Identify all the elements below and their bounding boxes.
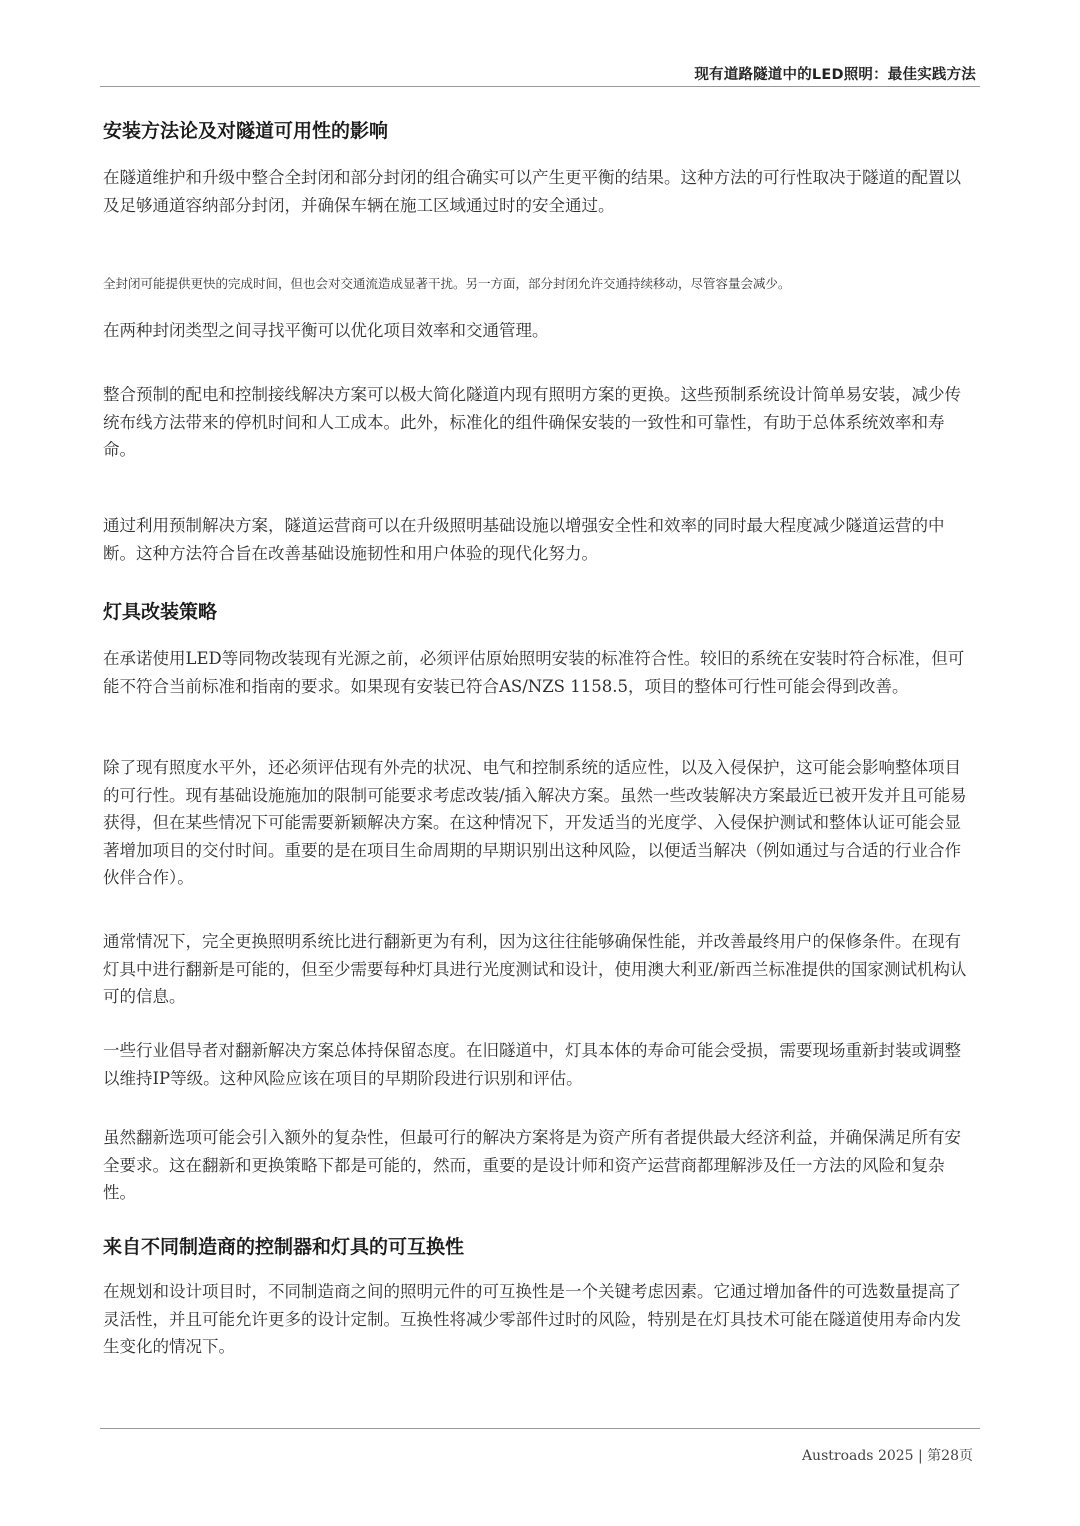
running-header-title: 现有道路隧道中的LED照明：最佳实践方法 xyxy=(694,67,976,83)
paragraph: 在隧道维护和升级中整合全封闭和部分封闭的组合确实可以产生更平衡的结果。这种方法的可行性取决于隧道的配置以及足够通道容纳部分封闭，并确保车辆在施工区域通过时的安全通过。 xyxy=(103,168,961,215)
footer-page-info: Austroads 2025 | 第28页 xyxy=(801,1448,973,1464)
section-heading-installation: 安装方法论及对隧道可用性的影响 xyxy=(103,120,389,142)
paragraph: 虽然翻新选项可能会引入额外的复杂性，但最可行的解决方案将是为资产所有者提供最大经济利益，并确保满足所有安全要求。这在翻新和更换策略下都是可能的，然而，重要的是设计师和资产运营商都理解涉及任一方法的风险和复杂性。 xyxy=(103,1128,961,1202)
footer-divider xyxy=(100,1428,980,1429)
paragraph: 在两种封闭类型之间寻找平衡可以优化项目效率和交通管理。 xyxy=(103,321,549,340)
paragraph-small: 全封闭可能提供更快的完成时间，但也会对交通流造成显著干扰。另一方面，部分封闭允许交通持续移动，尽管容量会减少。 xyxy=(103,276,791,291)
paragraph: 一些行业倡导者对翻新解决方案总体持保留态度。在旧隧道中，灯具本体的寿命可能会受损，需要现场重新封装或调整以维持IP等级。这种风险应该在项目的早期阶段进行识别和评估。 xyxy=(103,1041,961,1088)
paragraph: 在规划和设计项目时，不同制造商之间的照明元件的可互换性是一个关键考虑因素。它通过增加备件的可选数量提高了灵活性，并且可能允许更多的设计定制。互换性将减少零部件过时的风险，特别是在灯具技术可能在隧道使用寿命内发生变化的情况下。 xyxy=(103,1282,961,1356)
section-heading-interchangeability: 来自不同制造商的控制器和灯具的可互换性 xyxy=(103,1236,465,1258)
paragraph: 在承诺使用LED等同物改装现有光源之前，必须评估原始照明安装的标准符合性。较旧的系统在安装时符合标准，但可能不符合当前标准和指南的要求。如果现有安装已符合AS/NZS 1158.5，项目的整体可行性可能会得到改善。 xyxy=(103,649,965,696)
paragraph: 除了现有照度水平外，还必须评估现有外壳的状况、电气和控制系统的适应性，以及入侵保护，这可能会影响整体项目的可行性。现有基础设施施加的限制可能要求考虑改装/插入解决方案。虽然一些改装解决方案最近已被开发并且可能易获得，但在某些情况下可能需要新颖解决方案。在这种情况下，开发适当的光度学、入侵保护测试和整体认证可能会显著增加项目的交付时间。重要的是在项目生命周期的早期识别出这种风险，以便适当解决（例如通过与合适的行业合作伙伴合作）。 xyxy=(103,758,967,887)
header-divider xyxy=(100,86,980,87)
section-heading-retrofit: 灯具改装策略 xyxy=(103,601,218,623)
paragraph: 整合预制的配电和控制接线解决方案可以极大简化隧道内现有照明方案的更换。这些预制系统设计简单易安装，减少传统布线方法带来的停机时间和人工成本。此外，标准化的组件确保安装的一致性和可靠性，有助于总体系统效率和寿命。 xyxy=(103,385,961,459)
paragraph: 通过利用预制解决方案，隧道运营商可以在升级照明基础设施以增强安全性和效率的同时最大程度减少隧道运营的中断。这种方法符合旨在改善基础设施韧性和用户体验的现代化努力。 xyxy=(103,516,945,563)
paragraph: 通常情况下，完全更换照明系统比进行翻新更为有利，因为这往往能够确保性能，并改善最终用户的保修条件。在现有灯具中进行翻新是可能的，但至少需要每种灯具进行光度测试和设计，使用澳大利亚/新西兰标准提供的国家测试机构认可的信息。 xyxy=(103,932,967,1006)
